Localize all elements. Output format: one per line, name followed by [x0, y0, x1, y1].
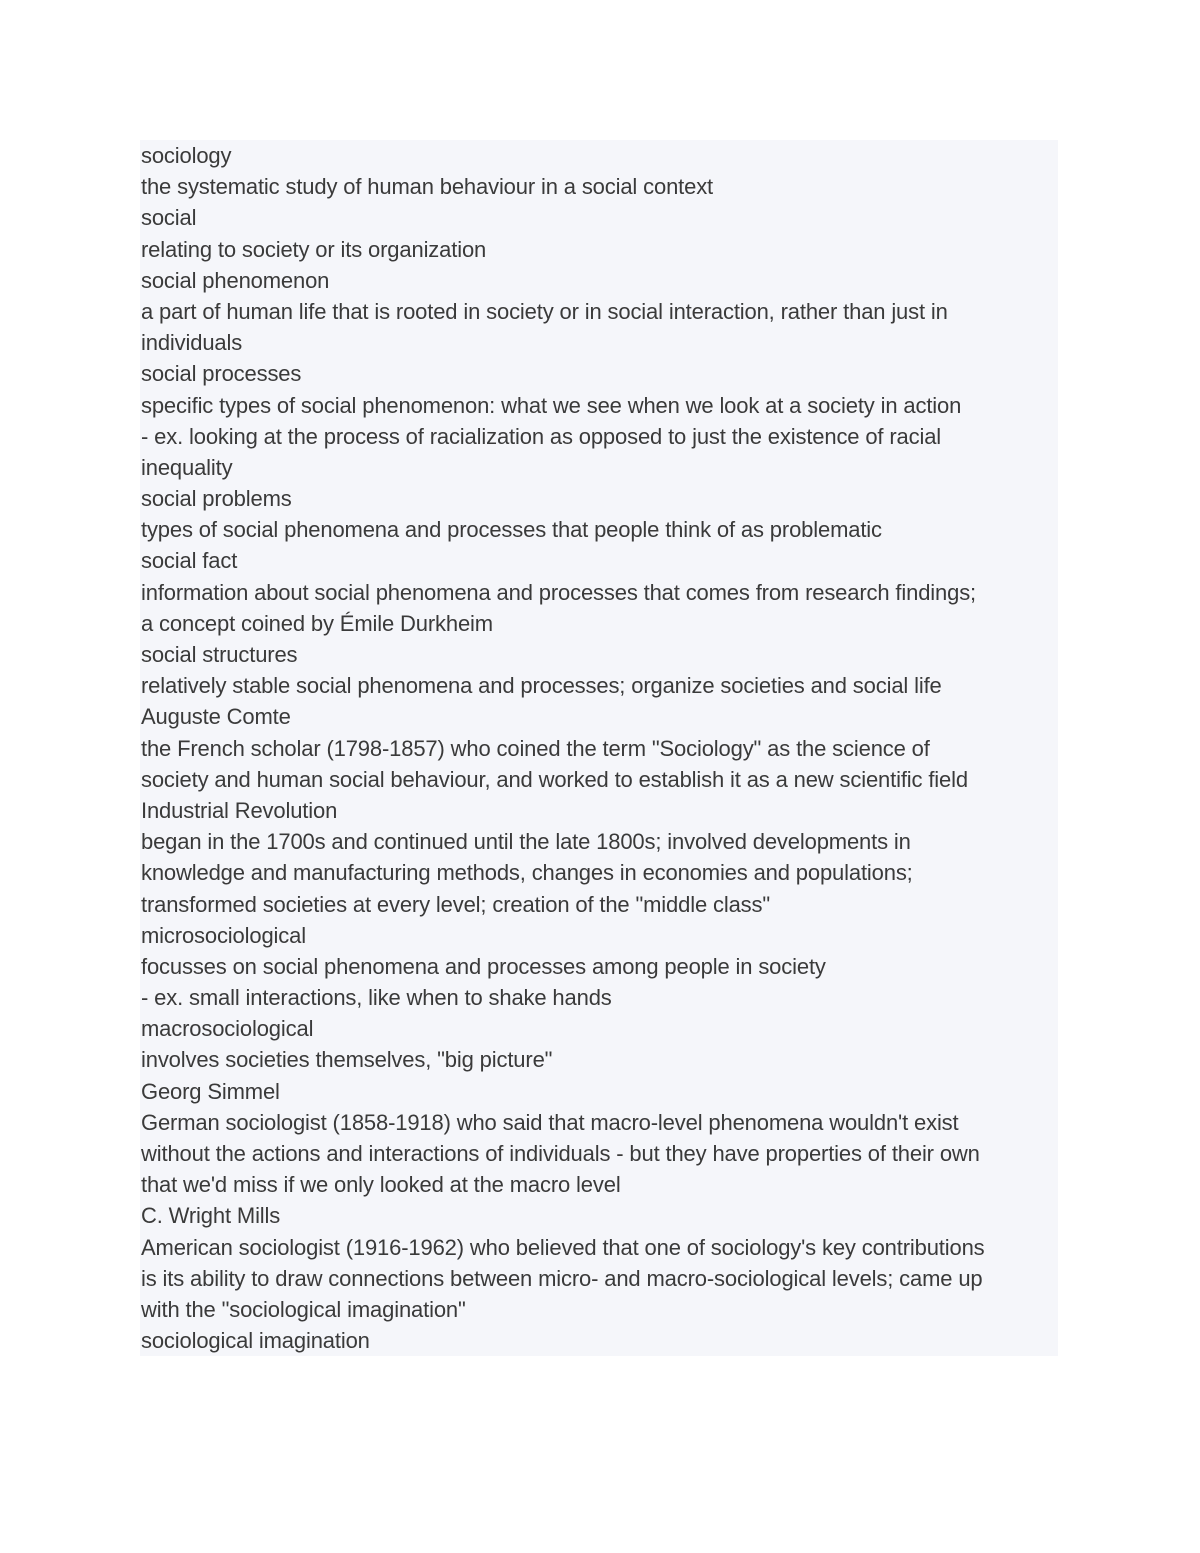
term-line: Industrial Revolution — [141, 797, 338, 823]
definition-line: knowledge and manufacturing methods, changes in economies and populations; — [141, 860, 913, 886]
flashcard-text-block — [140, 140, 1058, 1356]
definition-line: a concept coined by Émile Durkheim — [141, 610, 493, 636]
term-line: sociology — [141, 143, 232, 168]
term-line: social processes — [141, 361, 302, 387]
definition-line: - ex. looking at the process of racialization as opposed to just the existence of racial — [141, 423, 942, 449]
definition-line: society and human social behaviour, and worked to establish it as a new scientific field — [141, 766, 968, 792]
definition-line: involves societies themselves, "big picture" — [141, 1047, 553, 1073]
definition-line: that we'd miss if we only looked at the macro level — [141, 1172, 621, 1198]
definition-line: American sociologist (1916-1962) who believed that one of sociology's key contributions — [141, 1234, 985, 1260]
definition-line: individuals — [141, 330, 243, 356]
definition-line: without the actions and interactions of individuals - but they have properties of their own — [141, 1141, 980, 1166]
definition-line: German sociologist (1858-1918) who said that macro-level phenomena wouldn't exist — [141, 1109, 959, 1135]
definition-line: the French scholar (1798-1857) who coined the term "Sociology" as the science of — [141, 735, 930, 761]
definition-line: specific types of social phenomenon: what we see when we look at a society in action — [141, 392, 962, 418]
definition-line: with the "sociological imagination" — [141, 1296, 466, 1322]
term-line: Georg Simmel — [141, 1078, 280, 1104]
definition-line: transformed societies at every level; creation of the "middle class" — [141, 891, 771, 917]
definition-line: relatively stable social phenomena and processes; organize societies and social life — [141, 673, 942, 699]
definition-line: the systematic study of human behaviour in a social context — [141, 174, 714, 200]
definition-line: focusses on social phenomena and processes among people in society — [141, 953, 826, 979]
term-line: social phenomenon — [141, 267, 330, 293]
term-line: macrosociological — [141, 1016, 314, 1042]
definition-line: inequality — [141, 454, 233, 480]
definition-line: information about social phenomena and processes that comes from research findings; — [141, 579, 977, 605]
term-line: microsociological — [141, 922, 306, 948]
term-line: social fact — [141, 548, 238, 574]
term-line: social — [141, 205, 197, 231]
term-line: sociological imagination — [141, 1328, 370, 1354]
definition-line: began in the 1700s and continued until the late 1800s; involved developments in — [141, 829, 911, 855]
term-line: social problems — [141, 486, 292, 512]
term-line: Auguste Comte — [141, 704, 291, 730]
definition-line: a part of human life that is rooted in society or in social interaction, rather than just in — [141, 298, 948, 324]
definition-line: - ex. small interactions, like when to shake hands — [141, 985, 612, 1011]
definition-line: types of social phenomena and processes that people think of as problematic — [141, 517, 882, 543]
definition-line: is its ability to draw connections between micro- and macro-sociological levels; came up — [141, 1265, 983, 1291]
term-line: social structures — [141, 642, 298, 667]
definition-line: relating to society or its organization — [141, 236, 487, 262]
term-line: C. Wright Mills — [141, 1203, 281, 1229]
